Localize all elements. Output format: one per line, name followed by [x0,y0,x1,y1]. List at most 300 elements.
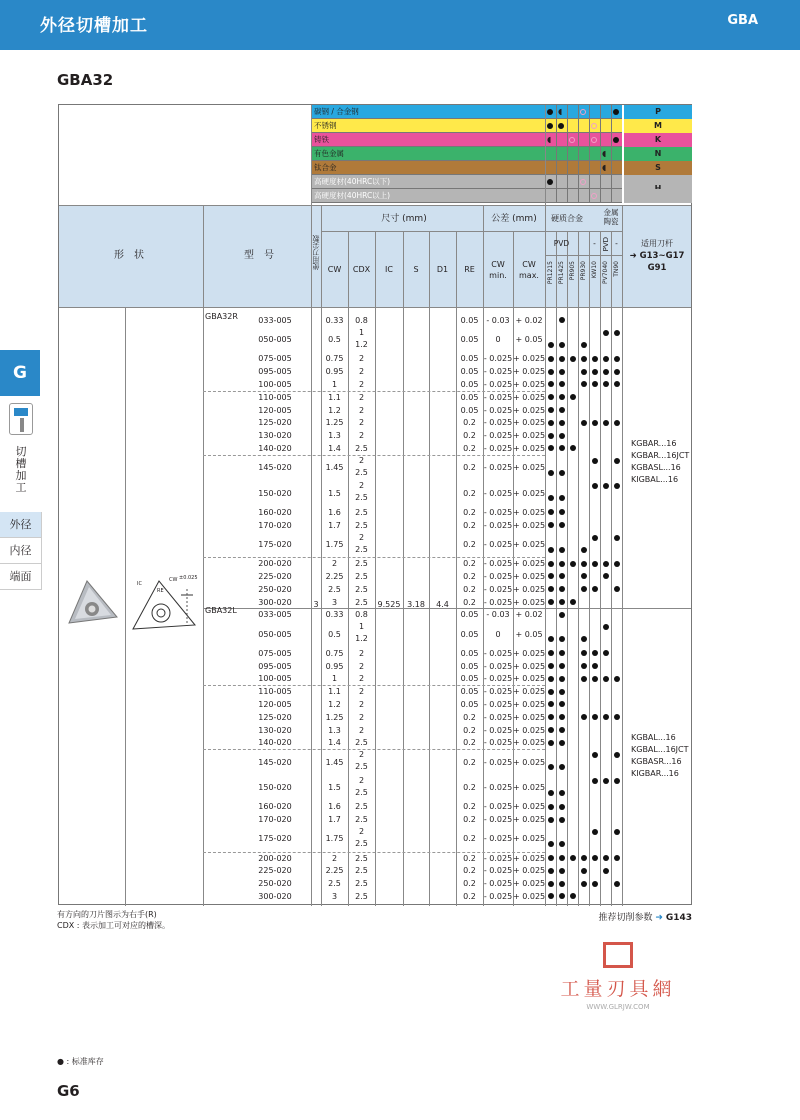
cw-min: - 0.025 [483,783,513,793]
optional-mark [591,123,597,129]
cw-min: - 0.025 [483,757,513,767]
model-id[interactable]: 033-005 [258,315,292,325]
cw-max: + 0.025 [513,815,546,825]
cdx-value: 2.5 [355,762,368,772]
model-id[interactable]: 200-020 [258,853,292,863]
material-row: 高硬度材(40HRC以下) [311,175,547,189]
cdx-value: 2.5 [355,584,368,594]
cw-value: 1.25 [325,712,344,722]
cw-min: - 0.025 [483,891,513,901]
cw-min: - 0.025 [483,853,513,863]
primary-mark [547,109,553,115]
stock-dot [581,881,587,887]
cw-min: - 0.025 [483,367,513,377]
cdx-value: 2.5 [355,738,368,748]
stock-dot [581,342,587,348]
stock-dot [548,714,554,720]
material-cell [556,147,567,161]
holder-item[interactable]: KGBAR...16 [631,439,677,448]
model-id[interactable]: 145-020 [258,463,292,473]
cw-value: 2 [331,853,338,863]
stock-dot [559,509,565,515]
cdx-value: 1.2 [355,634,368,644]
stock-dot [559,636,565,642]
stock-dot [592,663,598,669]
stock-dot [559,841,565,847]
stock-dot [559,407,565,413]
cw-min: - 0.03 [486,315,510,325]
rule [403,231,404,906]
col-re: RE [464,265,475,274]
material-cell [600,119,611,133]
material-cell [578,189,589,203]
model-id[interactable]: 170-020 [258,815,292,825]
re-value: 0.05 [460,661,479,671]
grade-tn90: TN90 [613,261,620,277]
stock-dot [548,764,554,770]
rule [203,685,545,686]
stock-dot [548,727,554,733]
re-value: 0.2 [463,712,476,722]
rule [375,231,376,906]
col-model: 型 号 [244,250,274,261]
stock-dot [581,573,587,579]
cw-max: + 0.025 [513,443,546,453]
rule [203,391,545,392]
cw-max: + 0.025 [513,571,546,581]
re-value: 0.2 [463,834,476,844]
re-value: 0.05 [460,379,479,389]
model-id[interactable]: 170-020 [258,520,292,530]
re-value: 0.2 [463,539,476,549]
note-direction: 有方向的刀片图示为右手(R) [57,910,157,919]
stock-dot [614,778,620,784]
group-name: GBA32R [205,312,238,321]
stock-dot [614,330,620,336]
cdx-value: 2 [358,712,365,722]
col-edges: 使用刀尖数 [312,235,320,270]
re-value: 0.05 [460,354,479,364]
cdx-value: 2 [358,379,365,389]
stock-dot [548,356,554,362]
cutting-ref[interactable] [599,910,693,923]
stock-dot [570,599,576,605]
model-id[interactable]: 150-020 [258,783,292,793]
cw-min: - 0.025 [483,725,513,735]
rule [203,852,545,853]
re-value: 0.2 [463,507,476,517]
re-value: 0.2 [463,559,476,569]
stock-dot [614,752,620,758]
rule [600,231,601,255]
stock-dot [548,599,554,605]
stock-dot [603,714,609,720]
iso-letter: M [624,119,692,133]
stock-dot [559,676,565,682]
cw-max: + 0.025 [513,584,546,594]
cw-value: 1.7 [328,815,341,825]
page-number: G6 [57,1082,80,1100]
model-id[interactable]: 125-020 [258,418,292,428]
draw-tol: ±0.025 [179,575,198,581]
material-row: 碳钢 / 合金钢 [311,105,547,119]
cw-value: 1.3 [328,431,341,441]
cw-max: + 0.025 [513,853,546,863]
cw-max: + 0.025 [513,539,546,549]
cw-max: + 0.025 [513,597,546,607]
stock-dot [548,740,554,746]
secondary-mark: ◖ [602,163,607,172]
stock-dot [559,790,565,796]
ic-value: 9.525 [377,600,401,609]
model-id[interactable]: 075-005 [258,648,292,658]
stock-dot [614,676,620,682]
stock-dot [559,445,565,451]
stock-dot [592,881,598,887]
re-value: 0.05 [460,687,479,697]
model-id[interactable]: 300-020 [258,597,292,607]
holder-item[interactable]: KIGBAR...16 [631,769,679,779]
cw-min: - 0.025 [483,488,513,498]
cw-min: - 0.025 [483,354,513,364]
model-id[interactable]: 160-020 [258,507,292,517]
material-cell [589,175,600,189]
model-id[interactable]: 130-020 [258,725,292,735]
material-cell [556,189,567,203]
stock-dot [548,689,554,695]
chapter-label: 切槽加工 [15,445,27,494]
stock-dot [614,855,620,861]
rule [578,231,579,906]
stock-dot [559,714,565,720]
re-value: 0.2 [463,597,476,607]
cw-max: + 0.025 [513,431,546,441]
material-cell [567,175,578,189]
stock-dot [592,829,598,835]
side-nav-internal[interactable]: 内径 [0,538,42,564]
cdx-value: 2 [358,750,365,760]
cw-max: + 0.05 [515,335,543,345]
model-id[interactable]: 225-020 [258,866,292,876]
model-id[interactable]: 110-005 [258,392,292,402]
col-cermet: 金属陶瓷 [603,208,619,226]
grade-pr1425: PR1425 [558,261,565,285]
holder-item[interactable]: KGBASL...16 [631,463,681,472]
rule [622,608,691,609]
stock-dot [559,599,565,605]
re-value: 0.05 [460,674,479,684]
primary-mark [613,109,619,115]
cw-max: + 0.025 [513,392,546,402]
cw-value: 0.95 [325,367,344,377]
re-value: 0.2 [463,431,476,441]
model-id[interactable]: 175-020 [258,539,292,549]
model-id[interactable]: 130-020 [258,431,292,441]
model-id[interactable]: 120-005 [258,405,292,415]
stock-dot [548,868,554,874]
watermark-name: 工量刃具網 [560,978,676,1000]
rule [429,231,430,906]
re-value: 0.05 [460,610,479,620]
stock-dot [548,381,554,387]
cw-max: + 0.025 [513,891,546,901]
model-id[interactable]: 050-005 [258,335,292,345]
model-id[interactable]: 095-005 [258,661,292,671]
cdx-value: 2.5 [355,839,368,848]
model-id[interactable]: 125-020 [258,712,292,722]
model-id[interactable]: 175-020 [258,834,292,844]
cw-max: + 0.025 [513,405,546,415]
cdx-value: 2.5 [355,802,368,812]
cw-min: - 0.025 [483,584,513,594]
cw-min: - 0.025 [483,507,513,517]
material-cell [611,147,622,161]
holder-ref2: G91 [647,263,667,273]
rule [321,205,322,906]
re-value: 0.2 [463,802,476,812]
stock-dot [614,381,620,387]
iso-letter: K [624,133,692,147]
holder-ref[interactable]: ➜ G13~G17 [629,251,685,261]
cw-value: 1 [331,379,338,389]
model-id[interactable]: 110-005 [258,687,292,697]
cw-value: 1.2 [328,699,341,709]
top-bar [0,0,800,50]
chapter-tab[interactable]: G [0,350,40,396]
re-value: 0.2 [463,853,476,863]
model-id[interactable]: 250-020 [258,879,292,889]
stock-dot [559,547,565,553]
stock-dot [559,317,565,323]
col-tol-0: CW min. [489,260,507,280]
material-row: 高硬度材(40HRC以上) [311,189,547,203]
material-cell [578,119,589,133]
cw-max: + 0.025 [513,520,546,530]
stock-dot [548,369,554,375]
cw-max: + 0.025 [513,488,546,498]
stock-dot [559,893,565,899]
holder-item[interactable]: KGBAL...16JCT [631,745,689,755]
material-cell [600,105,611,119]
cw-min: - 0.025 [483,712,513,722]
stock-dot [603,561,609,567]
stock-dot [559,727,565,733]
model-id[interactable]: 140-020 [258,738,292,748]
stock-dot [559,663,565,669]
optional-mark [591,137,597,143]
stock-dot [581,369,587,375]
cw-min: 0 [495,335,501,345]
cw-value: 2.5 [328,584,341,594]
rule [611,231,612,906]
material-cell [600,189,611,203]
cdx-value: 2.5 [355,559,368,569]
model-id[interactable]: 100-005 [258,379,292,389]
re-value: 0.2 [463,866,476,876]
rule [545,255,622,256]
side-nav-face[interactable]: 端面 [0,564,42,590]
holder-item[interactable]: KIGBAL...16 [631,475,679,484]
stock-dot [603,778,609,784]
model-id[interactable]: 200-020 [258,559,292,569]
secondary-mark: ◖ [602,149,607,158]
re-value: 0.05 [460,648,479,658]
stock-dot [614,881,620,887]
material-cell [556,175,567,189]
cw-value: 1.5 [328,488,341,498]
draw-cw: CW [169,577,178,583]
cw-max: + 0.025 [513,661,546,671]
model-id[interactable]: 050-005 [258,629,292,639]
re-value: 0.05 [460,392,479,402]
cw-min: - 0.025 [483,674,513,684]
re-value: 0.2 [463,891,476,901]
stock-dot [581,636,587,642]
side-nav-external[interactable]: 外径 [0,512,42,538]
col-pvd: PVD [553,239,570,248]
draw-ic: IC [137,581,142,587]
insert-photo [65,577,121,627]
cw-max: + 0.025 [513,725,546,735]
model-id[interactable]: 100-005 [258,674,292,684]
re-value: 0.2 [463,443,476,453]
holder-item[interactable]: KGBAR...16JCT [631,451,690,460]
stock-dot [548,420,554,426]
stock-dot [592,778,598,784]
rule [622,205,623,906]
cdx-value: 2.5 [355,597,368,607]
model-id[interactable]: 150-020 [258,488,292,498]
re-value: 0.2 [463,463,476,473]
stock-dot [581,420,587,426]
cw-value: 1.75 [325,539,344,549]
cw-max: + 0.025 [513,418,546,428]
stock-dot [559,561,565,567]
model-id[interactable]: 120-005 [258,699,292,709]
model-id[interactable]: 300-020 [258,891,292,901]
model-id[interactable]: 075-005 [258,354,292,364]
stock-dot [559,342,565,348]
stock-dot [548,841,554,847]
cdx-value: 2.5 [355,571,368,581]
model-id[interactable]: 225-020 [258,571,292,581]
material-cell [567,147,578,161]
cdx-value: 0.8 [355,315,368,325]
re-value: 0.2 [463,520,476,530]
grade-pr930: PR930 [580,261,587,281]
stock-dot [548,509,554,515]
cw-max: + 0.025 [513,879,546,889]
stock-dot [559,470,565,476]
cw-max: + 0.025 [513,802,546,812]
cdx-value: 2.5 [355,879,368,889]
stock-dot [548,663,554,669]
model-id[interactable]: 140-020 [258,443,292,453]
material-cell [611,175,622,189]
optional-mark [569,137,575,143]
stock-dot [548,561,554,567]
model-id[interactable]: 160-020 [258,802,292,812]
cdx-value: 2 [358,775,365,785]
re-value: 0.05 [460,629,479,639]
stock-dot [548,407,554,413]
model-id[interactable]: 033-005 [258,610,292,620]
cw-value: 0.95 [325,661,344,671]
material-cell [611,161,622,175]
cw-value: 1.6 [328,507,341,517]
model-id[interactable]: 250-020 [258,584,292,594]
model-id[interactable]: 095-005 [258,367,292,377]
col-tol-1: CW max. [519,260,539,280]
cdx-value: 1.2 [355,339,368,349]
rule [203,557,545,558]
cdx-value: 2.5 [355,443,368,453]
cdx-value: 2 [358,687,365,697]
material-cell [545,161,556,175]
cdx-value: 2 [358,405,365,415]
stock-dot [548,433,554,439]
rule [483,205,484,906]
re-value: 0.2 [463,815,476,825]
cw-value: 0.33 [325,315,344,325]
stock-dot [603,868,609,874]
stock-dot [559,804,565,810]
cw-min: - 0.025 [483,802,513,812]
re-value: 0.2 [463,738,476,748]
model-id[interactable]: 145-020 [258,757,292,767]
cw-min: - 0.025 [483,392,513,402]
cdx-value: 0.8 [355,610,368,620]
stock-dot [603,369,609,375]
cutting-ref-page: G143 [665,913,692,923]
stock-dot [559,612,565,618]
grooving-icon [9,403,33,435]
stock-dot [581,855,587,861]
holder-item[interactable]: KGBAL...16 [631,733,676,743]
cdx-value: 2 [358,532,365,542]
cw-min: - 0.025 [483,520,513,530]
re-value: 0.2 [463,725,476,735]
stock-dot [548,495,554,501]
material-cell [556,133,567,147]
secondary-mark: ◖ [558,107,563,116]
stock-dot [603,483,609,489]
stock-dot [581,586,587,592]
stock-dot [559,495,565,501]
col-ic: IC [385,265,393,274]
col-pvd2: PVD [602,237,610,252]
stock-dot [548,522,554,528]
stock-dot [581,650,587,656]
col-carbide: 硬质合金 [551,214,583,223]
cw-max: + 0.05 [515,629,543,639]
stock-dot [592,752,598,758]
cw-max: + 0.025 [513,674,546,684]
cw-max: + 0.02 [515,610,543,620]
edges-value: 3 [313,600,319,609]
stock-dot [581,561,587,567]
holder-item[interactable]: KGBASR...16 [631,757,682,767]
stock-dot [548,790,554,796]
stock-dot [603,381,609,387]
cw-min: - 0.025 [483,405,513,415]
cw-min: - 0.03 [486,610,510,620]
cw-min: - 0.025 [483,815,513,825]
material-cell [567,105,578,119]
stock-dot [603,573,609,579]
cw-value: 0.5 [328,629,341,639]
cw-value: 2.5 [328,879,341,889]
